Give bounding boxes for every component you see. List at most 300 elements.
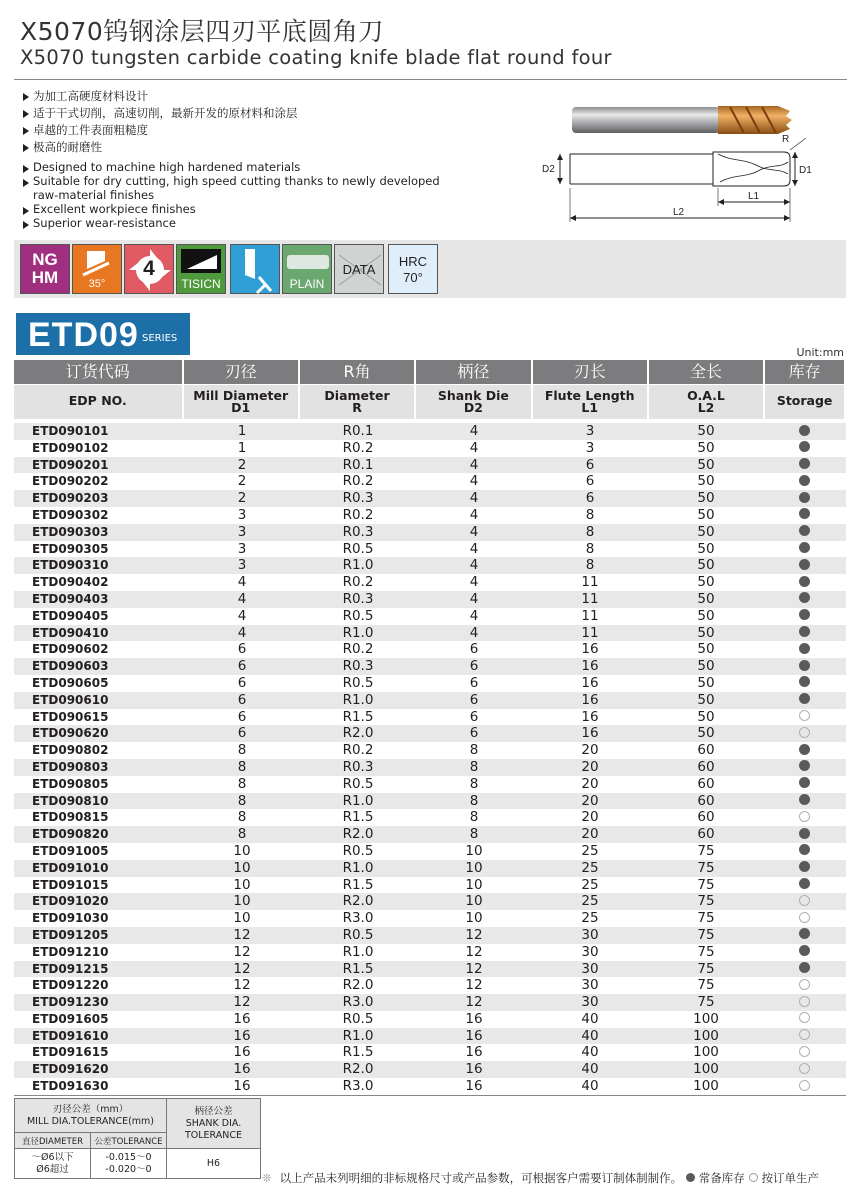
table-row <box>14 877 846 894</box>
table-row <box>14 725 846 742</box>
mill-diameter-cell: 4 <box>237 607 247 624</box>
in-stock-dot-icon <box>799 844 810 855</box>
column-header-cn: 柄径 <box>416 360 530 384</box>
shank-cell: 6 <box>469 725 479 742</box>
mill-diameter-cell: 4 <box>237 590 247 607</box>
radius-cell: R1.5 <box>342 1044 374 1061</box>
flute-length-cell: 16 <box>581 691 599 708</box>
edp-cell: ETD090802 <box>32 743 109 758</box>
mill-diameter-cell: 12 <box>233 926 251 943</box>
oal-cell: 75 <box>697 977 715 994</box>
table-row <box>14 1078 846 1095</box>
flute-length-cell: 20 <box>581 742 599 759</box>
flute-length-cell: 20 <box>581 775 599 792</box>
in-stock-dot-icon <box>799 542 810 553</box>
oal-cell: 75 <box>697 943 715 960</box>
label-l1: L1 <box>748 191 760 202</box>
mill-diameter-cell: 16 <box>233 1061 251 1078</box>
shank-tolerance-title-cn: 柄径公差 <box>194 1105 233 1117</box>
oal-cell: 50 <box>697 574 715 591</box>
storage-cell <box>764 759 844 776</box>
edp-cell: ETD090101 <box>32 424 109 438</box>
in-stock-dot-icon <box>799 928 810 939</box>
mill-diameter-cell: 16 <box>233 1010 251 1027</box>
oal-cell: 60 <box>697 775 715 792</box>
table-row <box>14 961 846 978</box>
oal-cell: 50 <box>697 725 715 742</box>
mill-diameter-cell: 3 <box>237 506 247 523</box>
table-row <box>14 843 846 860</box>
flute-length-cell: 40 <box>581 1078 599 1095</box>
series-banner <box>16 313 190 355</box>
flute-length-cell: 25 <box>581 910 599 927</box>
storage-cell <box>764 927 844 944</box>
storage-cell <box>764 473 844 490</box>
edp-cell: ETD091630 <box>32 1079 109 1094</box>
edp-cell: ETD090620 <box>32 726 109 741</box>
shank-cell: 8 <box>469 742 479 759</box>
radius-cell: R0.2 <box>342 742 374 759</box>
radius-cell: R1.5 <box>342 876 374 893</box>
oal-cell: 75 <box>697 859 715 876</box>
edp-cell: ETD091020 <box>32 894 109 909</box>
table-row <box>14 473 846 490</box>
edp-cell: ETD090803 <box>32 759 109 774</box>
feature-list <box>22 88 492 230</box>
oal-cell: 100 <box>693 1027 719 1044</box>
radius-cell: R0.5 <box>342 775 374 792</box>
storage-cell <box>764 961 844 978</box>
shank-cell: 16 <box>465 1027 483 1044</box>
radius-cell: R1.0 <box>342 943 374 960</box>
flute-length-cell: 25 <box>581 876 599 893</box>
mill-diameter-cell: 12 <box>233 943 251 960</box>
edp-cell: ETD091215 <box>32 961 109 976</box>
shank-cell: 4 <box>469 557 479 574</box>
storage-cell <box>764 440 844 457</box>
column-header-en: EDP NO. <box>14 385 182 419</box>
edp-cell: ETD091605 <box>32 1011 109 1026</box>
in-stock-dot-icon <box>799 676 810 687</box>
storage-cell <box>764 994 844 1011</box>
table-row <box>14 574 846 591</box>
table-row <box>14 893 846 910</box>
oal-cell: 50 <box>697 557 715 574</box>
shank-cell: 16 <box>465 1078 483 1095</box>
diameter-range-1: ～Ø6以下 <box>31 1151 74 1163</box>
shank-cell: 6 <box>469 641 479 658</box>
shank-cell: 16 <box>465 1061 483 1078</box>
shank-cell: 4 <box>469 473 479 490</box>
in-stock-dot-icon <box>799 441 810 452</box>
hrc-badge: HRC 70° <box>388 244 438 294</box>
oal-cell: 60 <box>697 826 715 843</box>
table-row <box>14 675 846 692</box>
storage-cell <box>764 423 844 440</box>
made-to-order-dot-icon <box>799 1012 810 1023</box>
radius-cell: R0.3 <box>342 758 374 775</box>
flute-length-cell: 40 <box>581 1061 599 1078</box>
table-row <box>14 507 846 524</box>
in-stock-dot-icon <box>799 576 810 587</box>
made-to-order-dot-icon <box>799 1063 810 1074</box>
table-row <box>14 826 846 843</box>
storage-cell <box>764 910 844 927</box>
oal-cell: 75 <box>697 893 715 910</box>
column-header-cn: 订货代码 <box>14 360 182 384</box>
made-to-order-dot-icon <box>799 727 810 738</box>
shank-cell: 6 <box>469 674 479 691</box>
order-legend: 按订单生产 <box>761 1171 819 1185</box>
page-title-cn: X5070钨钢涂层四刃平底圆角刀 <box>20 17 384 46</box>
table-row <box>14 709 846 726</box>
mill-diameter-cell: 12 <box>233 977 251 994</box>
shank-cell: 4 <box>469 439 479 456</box>
made-to-order-dot-icon <box>799 1046 810 1057</box>
table-row <box>14 457 846 474</box>
edp-cell: ETD091610 <box>32 1028 109 1043</box>
radius-cell: R2.0 <box>342 1061 374 1078</box>
oal-cell: 75 <box>697 910 715 927</box>
flute-length-cell: 40 <box>581 1027 599 1044</box>
radius-cell: R0.3 <box>342 590 374 607</box>
flute-length-cell: 20 <box>581 792 599 809</box>
table-row <box>14 440 846 457</box>
mill-diameter-cell: 2 <box>237 473 247 490</box>
storage-cell <box>764 1028 844 1045</box>
table-row <box>14 776 846 793</box>
shank-cell: 4 <box>469 423 479 439</box>
shank-cell: 16 <box>465 1044 483 1061</box>
flute-length-cell: 3 <box>585 439 595 456</box>
mill-diameter-cell: 8 <box>237 758 247 775</box>
shank-cell: 8 <box>469 775 479 792</box>
shank-cell: 12 <box>465 943 483 960</box>
edp-cell: ETD090303 <box>32 524 109 539</box>
feature-en-item: Excellent workpiece finishes <box>22 202 492 216</box>
table-row <box>14 625 846 642</box>
storage-cell <box>764 826 844 843</box>
dimension-drawing <box>538 132 812 224</box>
storage-cell <box>764 809 844 826</box>
footnote <box>262 1170 819 1186</box>
oal-cell: 50 <box>697 674 715 691</box>
flute-length-cell: 25 <box>581 893 599 910</box>
storage-cell <box>764 625 844 642</box>
edp-cell: ETD090402 <box>32 575 109 590</box>
mill-diameter-cell: 8 <box>237 792 247 809</box>
storage-cell <box>764 742 844 759</box>
oal-cell: 50 <box>697 423 715 439</box>
flute-length-cell: 16 <box>581 658 599 675</box>
flute-length-cell: 16 <box>581 674 599 691</box>
radius-cell: R0.5 <box>342 607 374 624</box>
mill-diameter-cell: 6 <box>237 691 247 708</box>
label-d2: D2 <box>542 164 555 175</box>
oal-cell: 50 <box>697 607 715 624</box>
radius-cell: R0.2 <box>342 473 374 490</box>
flute-length-cell: 8 <box>585 540 595 557</box>
column-header-en: O.A.L L2 <box>649 385 763 419</box>
shank-cell: 4 <box>469 490 479 507</box>
table-row <box>14 490 846 507</box>
in-stock-dot-icon <box>799 425 810 436</box>
table-row <box>14 541 846 558</box>
oal-cell: 60 <box>697 742 715 759</box>
flute-length-cell: 11 <box>581 590 599 607</box>
shank-cell: 4 <box>469 540 479 557</box>
column-header-cn: R角 <box>300 360 414 384</box>
footnote-text: 以上产品未列明细的非标规格尺寸或产品参数，可根据客户需要订制体制制作。 <box>279 1171 683 1185</box>
feature-en-item-continued: raw-material finishes <box>33 188 155 202</box>
feature-en-item: Superior wear-resistance <box>22 216 492 230</box>
mill-diameter-cell: 4 <box>237 624 247 641</box>
edp-cell: ETD091010 <box>32 860 109 875</box>
edp-cell: ETD091030 <box>32 911 109 926</box>
table-row <box>14 910 846 927</box>
radius-cell: R0.3 <box>342 523 374 540</box>
edp-cell: ETD090605 <box>32 675 109 690</box>
table-row <box>14 692 846 709</box>
radius-cell: R2.0 <box>342 977 374 994</box>
edp-cell: ETD090202 <box>32 474 109 489</box>
storage-cell <box>764 541 844 558</box>
flute-length-cell: 16 <box>581 641 599 658</box>
oal-cell: 50 <box>697 590 715 607</box>
storage-cell <box>764 1078 844 1095</box>
storage-cell <box>764 557 844 574</box>
made-to-order-dot-icon <box>799 1029 810 1040</box>
shank-cell: 6 <box>469 691 479 708</box>
storage-cell <box>764 524 844 541</box>
mill-diameter-cell: 1 <box>237 423 247 439</box>
flute-length-cell: 11 <box>581 574 599 591</box>
edp-cell: ETD091005 <box>32 843 109 858</box>
radius-cell: R1.0 <box>342 691 374 708</box>
radius-cell: R2.0 <box>342 725 374 742</box>
diameter-col-header: 直径DIAMETER <box>15 1133 91 1149</box>
table-row <box>14 994 846 1011</box>
column-header-cn: 刃径 <box>184 360 298 384</box>
mill-diameter-cell: 6 <box>237 641 247 658</box>
table-row <box>14 759 846 776</box>
flute-length-cell: 8 <box>585 557 595 574</box>
flute-length-cell: 20 <box>581 826 599 843</box>
in-stock-dot-icon <box>799 475 810 486</box>
flute-length-cell: 20 <box>581 809 599 826</box>
shank-cell: 10 <box>465 910 483 927</box>
mill-diameter-cell: 4 <box>237 574 247 591</box>
oal-cell: 100 <box>693 1078 719 1095</box>
shank-cell: 10 <box>465 859 483 876</box>
mill-diameter-cell: 12 <box>233 994 251 1011</box>
oal-cell: 50 <box>697 473 715 490</box>
in-stock-dot-icon <box>799 559 810 570</box>
shank-cell: 4 <box>469 590 479 607</box>
storage-cell <box>764 457 844 474</box>
tolerance-value-2: -0.020～0 <box>105 1163 152 1175</box>
made-to-order-dot-icon <box>799 1080 810 1091</box>
in-stock-dot-icon <box>799 794 810 805</box>
note-marker-icon: ❊ <box>262 1171 272 1185</box>
flute-length-cell: 16 <box>581 725 599 742</box>
diameter-range-2: Ø6超过 <box>36 1163 69 1175</box>
tolerance-value-1: -0.015～0 <box>105 1151 152 1163</box>
flute-length-cell: 6 <box>585 473 595 490</box>
made-to-order-dot-icon <box>799 912 810 923</box>
shank-tolerance-title-en1: SHANK DIA. <box>185 1117 242 1129</box>
in-stock-dot-icon <box>799 962 810 973</box>
in-stock-dot-icon <box>799 878 810 889</box>
mill-diameter-cell: 3 <box>237 540 247 557</box>
flute-length-cell: 6 <box>585 456 595 473</box>
radius-cell: R0.2 <box>342 439 374 456</box>
in-stock-dot-icon <box>799 643 810 654</box>
mill-diameter-cell: 16 <box>233 1078 251 1095</box>
mill-diameter-cell: 2 <box>237 456 247 473</box>
flute-length-cell: 11 <box>581 607 599 624</box>
edp-cell: ETD091615 <box>32 1045 109 1060</box>
series-label: SERIES <box>142 333 178 344</box>
storage-cell <box>764 675 844 692</box>
shank-cell: 12 <box>465 960 483 977</box>
radius-cell: R0.1 <box>342 456 374 473</box>
edp-cell: ETD090305 <box>32 541 109 556</box>
radius-cell: R0.1 <box>342 423 374 439</box>
storage-cell <box>764 608 844 625</box>
edp-cell: ETD090102 <box>32 440 109 455</box>
column-header-en: Storage <box>765 385 844 419</box>
radius-cell: R1.5 <box>342 708 374 725</box>
in-stock-dot-icon <box>799 760 810 771</box>
in-stock-dot-icon <box>799 592 810 603</box>
edp-cell: ETD090810 <box>32 793 109 808</box>
radius-cell: R3.0 <box>342 910 374 927</box>
mill-diameter-cell: 3 <box>237 523 247 540</box>
storage-cell <box>764 641 844 658</box>
in-stock-dot-icon <box>799 744 810 755</box>
storage-cell <box>764 709 844 726</box>
table-header-cn <box>14 360 846 384</box>
flute-length-cell: 3 <box>585 423 595 439</box>
oal-cell: 50 <box>697 624 715 641</box>
mill-diameter-cell: 12 <box>233 960 251 977</box>
in-stock-dot-icon <box>799 861 810 872</box>
mill-diameter-cell: 1 <box>237 439 247 456</box>
label-l2: L2 <box>673 207 685 218</box>
edp-cell: ETD090820 <box>32 827 109 842</box>
shank-cell: 12 <box>465 994 483 1011</box>
mill-diameter-cell: 10 <box>233 876 251 893</box>
mill-tolerance-title-cn: 刃径公差（mm） <box>52 1103 129 1115</box>
shank-cell: 8 <box>469 758 479 775</box>
coating-badge: TISICN <box>176 244 226 294</box>
made-to-order-dot-icon <box>799 979 810 990</box>
shank-cell: 8 <box>469 792 479 809</box>
storage-cell <box>764 1011 844 1028</box>
shank-cell: 4 <box>469 523 479 540</box>
mill-diameter-cell: 8 <box>237 826 247 843</box>
label-d1: D1 <box>799 165 812 176</box>
oal-cell: 75 <box>697 994 715 1011</box>
shank-cell: 4 <box>469 624 479 641</box>
radius-cell: R1.0 <box>342 859 374 876</box>
radius-cell: R0.2 <box>342 574 374 591</box>
flute-length-cell: 25 <box>581 859 599 876</box>
in-stock-dot-icon <box>799 609 810 620</box>
in-stock-dot-icon <box>799 525 810 536</box>
column-header-cn: 库存 <box>765 360 844 384</box>
shank-cell: 8 <box>469 809 479 826</box>
table-row <box>14 1011 846 1028</box>
edp-cell: ETD090615 <box>32 709 109 724</box>
oal-cell: 50 <box>697 456 715 473</box>
feature-cn-item: 极高的耐磨性 <box>22 139 492 156</box>
mill-diameter-cell: 10 <box>233 893 251 910</box>
table-row <box>14 591 846 608</box>
edp-cell: ETD090610 <box>32 692 109 707</box>
flat-end-badge <box>230 244 280 294</box>
in-stock-dot-icon <box>799 458 810 469</box>
in-stock-dot-icon <box>799 945 810 956</box>
shank-cell: 12 <box>465 977 483 994</box>
oal-cell: 60 <box>697 792 715 809</box>
column-header-cn: 刃长 <box>533 360 647 384</box>
table-body <box>14 423 846 1096</box>
table-row <box>14 658 846 675</box>
page-title-en: X5070 tungsten carbide coating knife blade flat round four <box>20 46 612 69</box>
storage-cell <box>764 692 844 709</box>
feature-en-item: Designed to machine high hardened materials <box>22 160 492 174</box>
shank-cell: 8 <box>469 826 479 843</box>
table-row <box>14 944 846 961</box>
table-row <box>14 1028 846 1045</box>
radius-cell: R0.3 <box>342 658 374 675</box>
shank-cell: 4 <box>469 607 479 624</box>
table-row <box>14 1044 846 1061</box>
shank-cell: 4 <box>469 574 479 591</box>
edp-cell: ETD090403 <box>32 591 109 606</box>
column-header-en: Mill Diameter D1 <box>184 385 298 419</box>
table-row <box>14 793 846 810</box>
storage-cell <box>764 893 844 910</box>
shank-cell: 16 <box>465 1010 483 1027</box>
table-header-en <box>14 385 846 419</box>
feature-badges <box>14 240 846 298</box>
oal-cell: 100 <box>693 1010 719 1027</box>
edp-cell: ETD090815 <box>32 810 109 825</box>
shank-cell: 12 <box>465 926 483 943</box>
radius-cell: R3.0 <box>342 994 374 1011</box>
edp-cell: ETD091205 <box>32 927 109 942</box>
column-header-cn: 全长 <box>649 360 763 384</box>
oal-cell: 75 <box>697 926 715 943</box>
edp-cell: ETD090805 <box>32 776 109 791</box>
flute-length-cell: 40 <box>581 1044 599 1061</box>
feature-cn-item: 卓越的工件表面粗糙度 <box>22 122 492 139</box>
ng-hm-badge: NG HM <box>20 244 70 294</box>
storage-cell <box>764 776 844 793</box>
radius-cell: R0.2 <box>342 506 374 523</box>
made-to-order-dot-icon <box>799 811 810 822</box>
flute-length-cell: 30 <box>581 977 599 994</box>
mill-diameter-cell: 10 <box>233 842 251 859</box>
in-stock-dot-icon <box>799 828 810 839</box>
oal-cell: 50 <box>697 658 715 675</box>
oal-cell: 50 <box>697 506 715 523</box>
oal-cell: 50 <box>697 540 715 557</box>
flute-length-cell: 11 <box>581 624 599 641</box>
